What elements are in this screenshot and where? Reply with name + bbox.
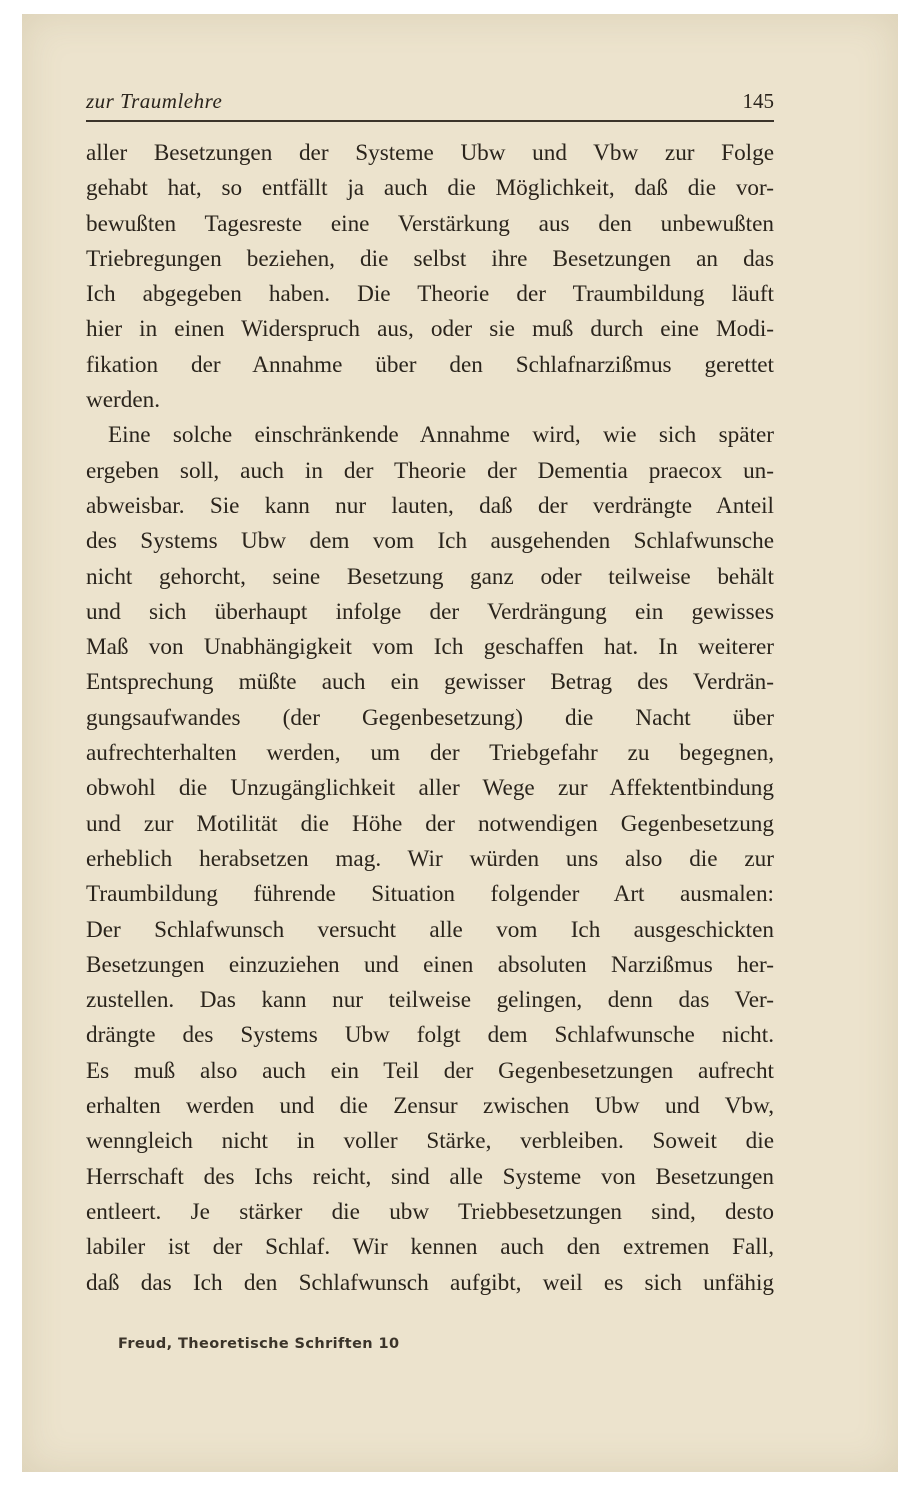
running-title: zur Traumlehre [86,89,223,113]
text-line: fikation der Annahme über den Schlafnarzißmus gerettet [86,351,774,378]
text-line: daß das Ich den Schlafwunsch aufgibt, weil es sich unfähig [86,1269,774,1296]
text-line: und sich überhaupt infolge der Verdrängung ein gewisses [86,598,774,625]
text-line: und zur Motilität die Höhe der notwendigen Gegenbesetzung [86,810,774,837]
text-line: des Systems Ubw dem vom Ich ausgehenden Schlafwunsche [86,528,774,555]
text-line: hier in einen Widerspruch aus, oder sie muß durch eine Modi- [86,316,774,343]
text-line: Besetzungen einzuziehen und einen absoluten Narzißmus her- [86,951,774,978]
text-line: drängte des Systems Ubw folgt dem Schlafwunsche nicht. [86,1022,774,1049]
text-line: Triebregungen beziehen, die selbst ihre Besetzungen an das [86,245,774,272]
text-line: Herrschaft des Ichs reicht, sind alle Systeme von Besetzungen [86,1163,774,1190]
text-line: werden. [86,387,161,414]
text-line: aller Besetzungen der Systeme Ubw und Vbw zur Folge [86,140,774,166]
text-line: Der Schlafwunsch versucht alle vom Ich ausgeschickten [86,916,774,943]
text-line: Ich abgegeben haben. Die Theorie der Traumbildung läuft [86,281,774,308]
text-line: aufrechterhalten werden, um der Triebgefahr zu begegnen, [86,740,774,767]
text-line: erheblich herabsetzen mag. Wir würden uns also die zur [86,845,774,872]
text-line: obwohl die Unzugänglichkeit aller Wege zur Affektentbindung [86,775,774,802]
text-line: entleert. Je stärker die ubw Triebbesetzungen sind, desto [86,1198,774,1225]
book-page [22,14,898,1472]
page-number: 145 [742,89,774,113]
text-line: Eine solche einschränkende Annahme wird, wie sich später [108,422,774,449]
text-line: gungsaufwandes (der Gegenbesetzung) die Nacht über [86,704,774,731]
text-line: Entsprechung müßte auch ein gewisser Betrag des Verdrän- [86,669,774,696]
text-line: Traumbildung führende Situation folgender Art ausmalen: [86,881,774,908]
text-line: labiler ist der Schlaf. Wir kennen auch den extremen Fall, [86,1234,774,1261]
text-line: ergeben soll, auch in der Theorie der Dementia praecox un- [86,457,774,484]
text-line: Maß von Unabhängigkeit vom Ich geschaffen hat. In weiterer [86,634,774,661]
text-line: nicht gehorcht, seine Besetzung ganz oder teilweise behält [86,563,774,590]
printer-signature: Freud, Theoretische Schriften 10 [118,1336,400,1352]
text-line: bewußten Tagesreste eine Verstärkung aus den unbewußten [86,210,774,237]
text-line: gehabt hat, so entfällt ja auch die Möglichkeit, daß die vor- [86,175,774,202]
running-head [86,84,774,122]
text-line: erhalten werden und die Zensur zwischen Ubw und Vbw, [86,1093,774,1120]
text-line: zustellen. Das kann nur teilweise gelingen, denn das Ver- [86,987,774,1014]
body-text [86,136,774,1301]
text-line: abweisbar. Sie kann nur lauten, daß der verdrängte Anteil [86,492,774,519]
text-line: Es muß also auch ein Teil der Gegenbesetzungen aufrecht [86,1057,774,1084]
text-line: wenngleich nicht in voller Stärke, verbleiben. Soweit die [86,1128,774,1155]
